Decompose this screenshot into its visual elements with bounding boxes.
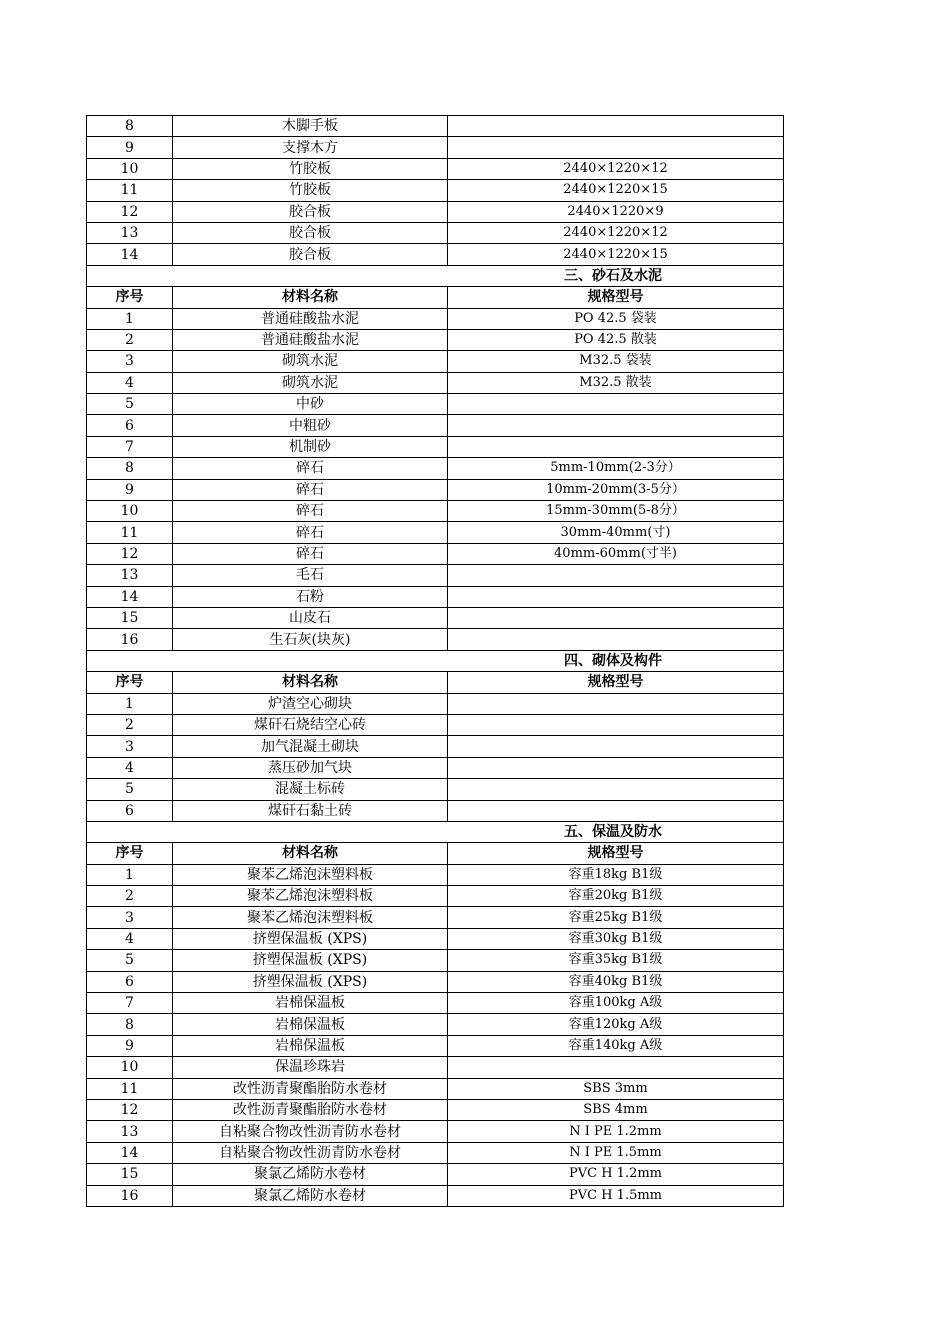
row-number: 3 (87, 351, 173, 372)
column-header-row (87, 287, 784, 308)
specification (448, 436, 784, 457)
table-row (87, 415, 784, 436)
specification: 容重140kg A级 (448, 1035, 784, 1056)
specification: N I PE 1.2mm (448, 1121, 784, 1142)
table-row (87, 158, 784, 179)
table-row (87, 116, 784, 137)
table-row (87, 629, 784, 650)
header-material-name: 材料名称 (173, 287, 448, 308)
material-name: 砌筑水泥 (173, 372, 448, 393)
material-name: 保温珍珠岩 (173, 1057, 448, 1078)
row-number: 11 (87, 522, 173, 543)
row-number: 3 (87, 736, 173, 757)
row-number: 1 (87, 864, 173, 885)
specification (448, 779, 784, 800)
specification (448, 736, 784, 757)
specification: 2440×1220×15 (448, 244, 784, 265)
material-name: 普通硅酸盐水泥 (173, 308, 448, 329)
header-number: 序号 (87, 672, 173, 693)
table-row (87, 308, 784, 329)
table-row (87, 222, 784, 243)
row-number: 9 (87, 1035, 173, 1056)
row-number: 12 (87, 1099, 173, 1120)
table-row (87, 244, 784, 265)
specification: 容重100kg A级 (448, 993, 784, 1014)
table-row (87, 736, 784, 757)
section-title: 四、砌体及构件 (87, 650, 784, 671)
specification: 容重30kg B1级 (448, 928, 784, 949)
header-number: 序号 (87, 843, 173, 864)
material-name: 聚氯乙烯防水卷材 (173, 1164, 448, 1185)
specification: M32.5 袋装 (448, 351, 784, 372)
section-title-row (87, 650, 784, 671)
table-row (87, 779, 784, 800)
table-row (87, 1014, 784, 1035)
material-name: 自粘聚合物改性沥青防水卷材 (173, 1121, 448, 1142)
specification (448, 629, 784, 650)
header-number: 序号 (87, 287, 173, 308)
row-number: 6 (87, 800, 173, 821)
section-title-row (87, 265, 784, 286)
specification: 容重40kg B1级 (448, 971, 784, 992)
specification: PO 42.5 散装 (448, 329, 784, 350)
row-number: 1 (87, 693, 173, 714)
specification: 容重18kg B1级 (448, 864, 784, 885)
material-name: 砌筑水泥 (173, 351, 448, 372)
material-name: 煤矸石烧结空心砖 (173, 714, 448, 735)
material-name: 机制砂 (173, 436, 448, 457)
specification: 30mm-40mm(寸) (448, 522, 784, 543)
specification: SBS 4mm (448, 1099, 784, 1120)
row-number: 15 (87, 607, 173, 628)
specification: PO 42.5 袋装 (448, 308, 784, 329)
material-name: 毛石 (173, 565, 448, 586)
material-name: 改性沥青聚酯胎防水卷材 (173, 1099, 448, 1120)
table-row (87, 201, 784, 222)
specification (448, 714, 784, 735)
specification (448, 693, 784, 714)
material-name: 碎石 (173, 458, 448, 479)
material-name: 挤塑保温板 (XPS) (173, 950, 448, 971)
table-row (87, 800, 784, 821)
table-row (87, 436, 784, 457)
material-name: 胶合板 (173, 201, 448, 222)
material-name: 聚氯乙烯防水卷材 (173, 1185, 448, 1206)
material-name: 岩棉保温板 (173, 1035, 448, 1056)
material-name: 支撑木方 (173, 137, 448, 158)
row-number: 4 (87, 372, 173, 393)
table-row (87, 607, 784, 628)
material-name: 碎石 (173, 522, 448, 543)
table-row (87, 971, 784, 992)
row-number: 7 (87, 993, 173, 1014)
material-name: 改性沥青聚酯胎防水卷材 (173, 1078, 448, 1099)
section-title: 三、砂石及水泥 (87, 265, 784, 286)
specification: 2440×1220×9 (448, 201, 784, 222)
row-number: 14 (87, 586, 173, 607)
table-row (87, 1057, 784, 1078)
specification: 10mm-20mm(3-5分） (448, 479, 784, 500)
table-row (87, 907, 784, 928)
specification (448, 757, 784, 778)
table-row (87, 479, 784, 500)
material-name: 自粘聚合物改性沥青防水卷材 (173, 1142, 448, 1163)
specification (448, 1057, 784, 1078)
material-name: 混凝土标砖 (173, 779, 448, 800)
section-title-row (87, 821, 784, 842)
material-name: 加气混凝土砌块 (173, 736, 448, 757)
table-row (87, 1099, 784, 1120)
row-number: 10 (87, 158, 173, 179)
row-number: 5 (87, 950, 173, 971)
row-number: 5 (87, 779, 173, 800)
material-name: 岩棉保温板 (173, 993, 448, 1014)
column-header-row (87, 843, 784, 864)
row-number: 4 (87, 757, 173, 778)
specification: N I PE 1.5mm (448, 1142, 784, 1163)
material-name: 中粗砂 (173, 415, 448, 436)
materials-table (86, 115, 784, 1207)
specification (448, 137, 784, 158)
table-row (87, 137, 784, 158)
row-number: 11 (87, 180, 173, 201)
table-row (87, 586, 784, 607)
table-row (87, 950, 784, 971)
table-row (87, 864, 784, 885)
row-number: 2 (87, 886, 173, 907)
material-name: 挤塑保温板 (XPS) (173, 971, 448, 992)
row-number: 9 (87, 479, 173, 500)
table-row (87, 693, 784, 714)
table-row (87, 1185, 784, 1206)
header-specification: 规格型号 (448, 287, 784, 308)
row-number: 13 (87, 222, 173, 243)
specification: 2440×1220×15 (448, 180, 784, 201)
specification (448, 116, 784, 137)
row-number: 6 (87, 415, 173, 436)
specification: 容重35kg B1级 (448, 950, 784, 971)
row-number: 2 (87, 329, 173, 350)
row-number: 16 (87, 1185, 173, 1206)
table-row (87, 993, 784, 1014)
specification: 40mm-60mm(寸半) (448, 543, 784, 564)
table-row (87, 522, 784, 543)
material-name: 岩棉保温板 (173, 1014, 448, 1035)
table-row (87, 329, 784, 350)
table-row (87, 180, 784, 201)
materials-table-body (87, 116, 784, 1207)
column-header-row (87, 672, 784, 693)
specification (448, 607, 784, 628)
row-number: 10 (87, 1057, 173, 1078)
row-number: 9 (87, 137, 173, 158)
table-row (87, 1121, 784, 1142)
material-name: 挤塑保温板 (XPS) (173, 928, 448, 949)
table-row (87, 394, 784, 415)
material-name: 竹胶板 (173, 180, 448, 201)
material-name: 木脚手板 (173, 116, 448, 137)
row-number: 15 (87, 1164, 173, 1185)
row-number: 13 (87, 1121, 173, 1142)
row-number: 2 (87, 714, 173, 735)
row-number: 8 (87, 1014, 173, 1035)
material-name: 聚苯乙烯泡沫塑料板 (173, 864, 448, 885)
table-row (87, 501, 784, 522)
row-number: 11 (87, 1078, 173, 1099)
material-name: 山皮石 (173, 607, 448, 628)
specification (448, 565, 784, 586)
specification: M32.5 散装 (448, 372, 784, 393)
row-number: 13 (87, 565, 173, 586)
row-number: 8 (87, 458, 173, 479)
specification: 容重25kg B1级 (448, 907, 784, 928)
row-number: 16 (87, 629, 173, 650)
table-row (87, 1078, 784, 1099)
material-name: 碎石 (173, 501, 448, 522)
row-number: 14 (87, 244, 173, 265)
specification: 容重20kg B1级 (448, 886, 784, 907)
row-number: 6 (87, 971, 173, 992)
section-title: 五、保温及防水 (87, 821, 784, 842)
table-row (87, 565, 784, 586)
material-name: 中砂 (173, 394, 448, 415)
specification: 5mm-10mm(2-3分） (448, 458, 784, 479)
row-number: 12 (87, 201, 173, 222)
specification: 2440×1220×12 (448, 222, 784, 243)
table-row (87, 757, 784, 778)
material-name: 竹胶板 (173, 158, 448, 179)
material-name: 胶合板 (173, 244, 448, 265)
material-name: 煤矸石黏土砖 (173, 800, 448, 821)
table-row (87, 714, 784, 735)
specification: SBS 3mm (448, 1078, 784, 1099)
table-row (87, 372, 784, 393)
row-number: 5 (87, 394, 173, 415)
row-number: 4 (87, 928, 173, 949)
material-name: 碎石 (173, 543, 448, 564)
material-name: 蒸压砂加气块 (173, 757, 448, 778)
specification: 2440×1220×12 (448, 158, 784, 179)
row-number: 7 (87, 436, 173, 457)
row-number: 10 (87, 501, 173, 522)
specification: 容重120kg A级 (448, 1014, 784, 1035)
table-row (87, 543, 784, 564)
table-row (87, 458, 784, 479)
specification (448, 394, 784, 415)
header-material-name: 材料名称 (173, 672, 448, 693)
material-name: 普通硅酸盐水泥 (173, 329, 448, 350)
specification (448, 800, 784, 821)
header-specification: 规格型号 (448, 672, 784, 693)
table-row (87, 928, 784, 949)
table-row (87, 351, 784, 372)
row-number: 14 (87, 1142, 173, 1163)
material-name: 聚苯乙烯泡沫塑料板 (173, 907, 448, 928)
table-row (87, 1164, 784, 1185)
material-name: 石粉 (173, 586, 448, 607)
table-row (87, 1035, 784, 1056)
row-number: 1 (87, 308, 173, 329)
row-number: 8 (87, 116, 173, 137)
material-name: 胶合板 (173, 222, 448, 243)
material-name: 聚苯乙烯泡沫塑料板 (173, 886, 448, 907)
material-name: 碎石 (173, 479, 448, 500)
specification: PVC H 1.2mm (448, 1164, 784, 1185)
row-number: 3 (87, 907, 173, 928)
header-specification: 规格型号 (448, 843, 784, 864)
specification: 15mm-30mm(5-8分） (448, 501, 784, 522)
specification (448, 586, 784, 607)
header-material-name: 材料名称 (173, 843, 448, 864)
table-row (87, 886, 784, 907)
row-number: 12 (87, 543, 173, 564)
specification: PVC H 1.5mm (448, 1185, 784, 1206)
material-name: 生石灰(块灰) (173, 629, 448, 650)
material-name: 炉渣空心砌块 (173, 693, 448, 714)
table-row (87, 1142, 784, 1163)
specification (448, 415, 784, 436)
